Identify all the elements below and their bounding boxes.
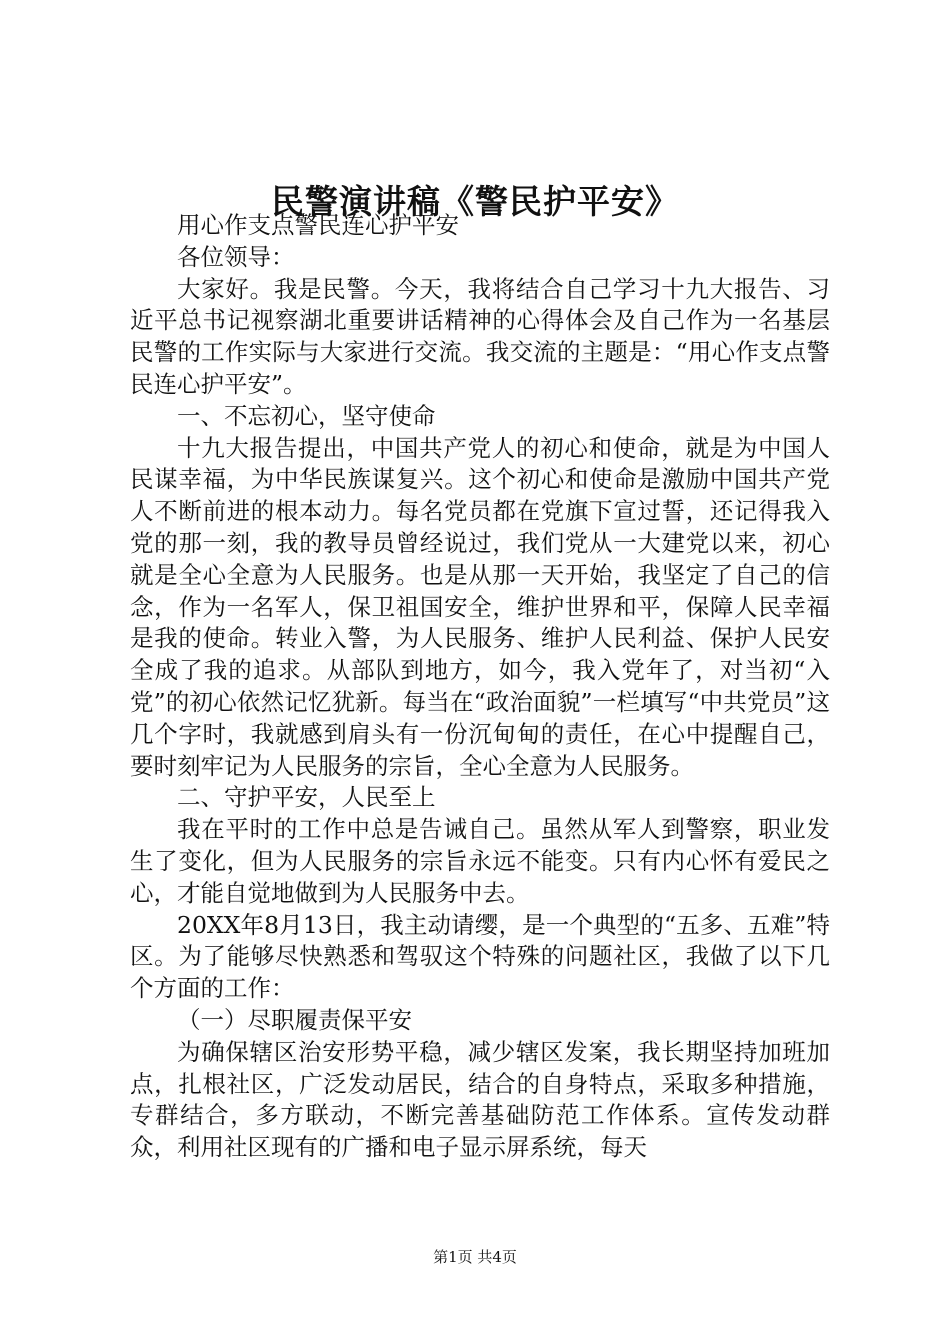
paragraph-date: 20XX年8月13日，我主动请缨，是一个典型的“五多、五难”特区。为了能够尽快熟悉和驾驭这个特殊的问题社区，我做了以下几个方面的工作：: [130, 910, 830, 1003]
section-heading-1: 一、不忘初心，坚守使命: [177, 401, 436, 430]
salutation: 各位领导：: [177, 242, 295, 271]
page-footer: 第1页 共4页: [433, 1248, 517, 1266]
subtitle: 用心作支点警民连心护平安: [177, 211, 459, 239]
paragraph-section-1: 十九大报告提出，中国共产党人的初心和使命，就是为中国人民谋幸福，为中华民族谋复兴。这个初心和使命是激励中国共产党人不断前进的根本动力。每名党员都在党旗下宣过誓，还记得我入党的那一刻，我的教导员曾经说过，我们党从一大建党以来，初心就是全心全意为人民服务。也是从那一天开始，我坚定了自己的信念，作为一名军人，保卫祖国安全，维护世界和平，保障人民幸福是我的使命。转业入警，为人民服务、维护人民利益、保护人民安全成了我的追求。从部队到地方，如今，我入党年了，对当初“入党”的初心依然记忆犹新。每当在“政治面貌”一栏填写“中共党员”这几个字时，我就感到肩头有一份沉甸甸的责任，在心中提醒自己，要时刻牢记为人民服务的宗旨，全心全意为人民服务。: [130, 433, 830, 780]
document-body: [130, 210, 830, 1164]
paragraph-subsection-1: 为确保辖区治安形势平稳，减少辖区发案，我长期坚持加班加点，扎根社区，广泛发动居民，结合的自身特点，采取多种措施，专群结合，多方联动，不断完善基础防范工作体系。宣传发动群众，利用社区现有的广播和电子显示屏系统，每天: [130, 1037, 830, 1162]
subsection-heading-1: （一）尽职履责保平安: [177, 1005, 412, 1034]
paragraph-section-2: 我在平时的工作中总是告诫自己。虽然从军人到警察，职业发生了变化，但为人民服务的宗旨永远不能变。只有内心怀有爱民之心，才能自觉地做到为人民服务中去。: [130, 815, 830, 907]
document-title: 民警演讲稿《警民护平安》: [271, 182, 679, 221]
section-heading-2: 二、守护平安，人民至上: [177, 783, 436, 812]
paragraph-intro: 大家好。我是民警。今天，我将结合自己学习十九大报告、习近平总书记视察湖北重要讲话精神的心得体会及自己作为一名基层民警的工作实际与大家进行交流。我交流的主题是：“用心作支点警民连心护平安”。: [130, 274, 830, 398]
